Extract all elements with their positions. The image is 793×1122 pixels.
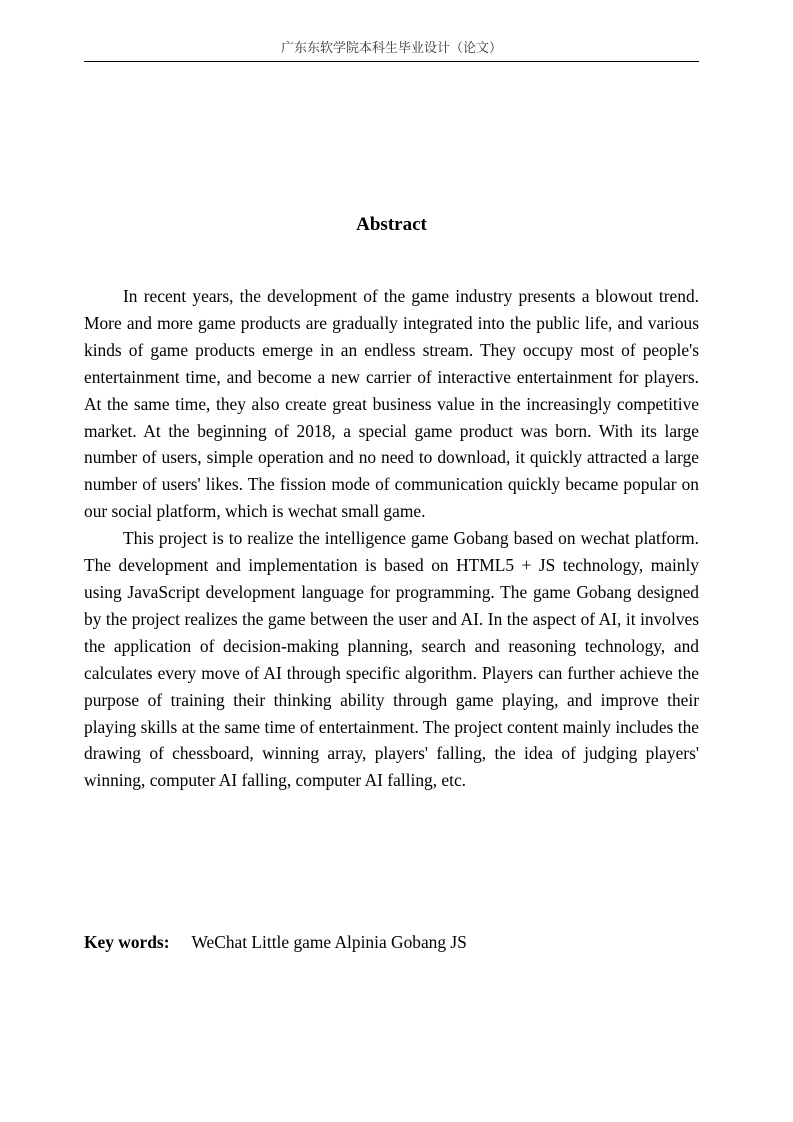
abstract-paragraph-1: In recent years, the development of the game industry presents a blowout trend. More and more game products are gradually integrated into the public life, and various kinds of game products emerge in an endless stream. They occupy most of people's entertainment time, and become a new carrier of interactive entertainment for players. At the same time, they also create great business value in the increasingly competitive market. At the beginning of 2018, a special game product was born. With its large number of users, simple operation and no need to download, it quickly attracted a large number of users' likes. The fission mode of communication quickly became popular on our social platform, which is wechat small game. — [84, 286, 699, 522]
abstract-title: Abstract — [356, 214, 427, 235]
keywords-line — [84, 929, 699, 956]
keywords-value: WeChat Little game Alpinia Gobang JS — [191, 932, 467, 952]
abstract-body — [84, 283, 699, 794]
keywords-label: Key words: — [84, 932, 170, 952]
abstract-paragraph-2: This project is to realize the intelligence game Gobang based on wechat platform. The development and implementation is based on HTML5 + JS technology, mainly using JavaScript development language for programming. The game Gobang designed by the project realizes the game between the user and AI. In the aspect of AI, it involves the application of decision-making planning, search and reasoning technology, and calculates every move of AI through specific algorithm. Players can further achieve the purpose of training their thinking ability through game playing, and improve their playing skills at the same time of entertainment. The project content mainly includes the drawing of chessboard, winning array, players' falling, the idea of judging players' winning, computer AI falling, computer AI falling, etc. — [84, 528, 699, 791]
header-rule — [84, 61, 699, 62]
page-header: 广东东软学院本科生毕业设计（论文） — [280, 41, 502, 56]
